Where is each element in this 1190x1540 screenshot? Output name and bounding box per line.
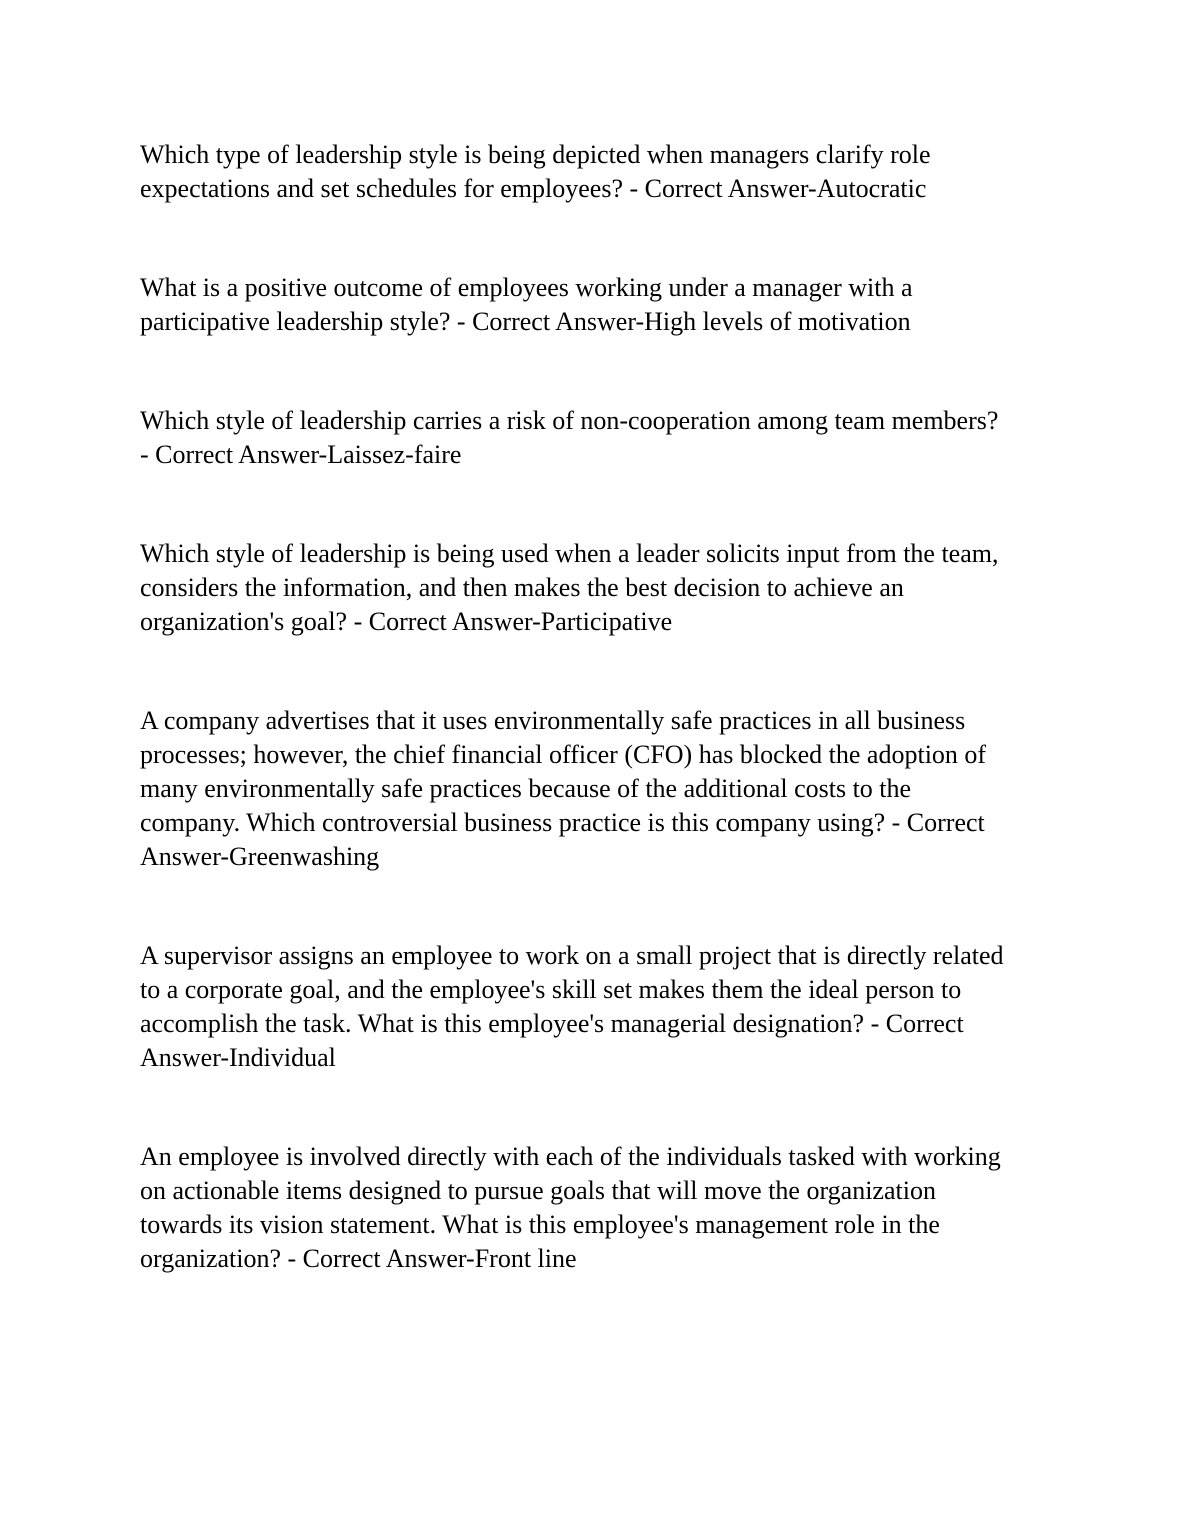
question-answer-paragraph: [140, 704, 1080, 874]
text-line: A supervisor assigns an employee to work on a small project that is directly related: [140, 941, 1004, 970]
text-line: Answer-Greenwashing: [140, 842, 380, 871]
text-line: An employee is involved directly with each of the individuals tasked with working: [140, 1142, 1001, 1171]
text-line: Answer-Individual: [140, 1043, 336, 1072]
text-line: accomplish the task. What is this employee's managerial designation? - Correct: [140, 1009, 964, 1038]
text-line: processes; however, the chief financial officer (CFO) has blocked the adoption of: [140, 740, 987, 769]
question-answer-paragraph: [140, 404, 1080, 472]
text-line: Which style of leadership carries a risk of non-cooperation among team members?: [140, 406, 999, 435]
question-answer-paragraph: [140, 537, 1080, 639]
text-line: many environmentally safe practices because of the additional costs to the: [140, 774, 912, 803]
text-line: to a corporate goal, and the employee's skill set makes them the ideal person to: [140, 975, 962, 1004]
text-line: Which style of leadership is being used when a leader solicits input from the team,: [140, 539, 999, 568]
text-line: expectations and set schedules for employees? - Correct Answer-Autocratic: [140, 174, 927, 203]
question-answer-paragraph: [140, 138, 1080, 206]
text-line: participative leadership style? - Correct Answer-High levels of motivation: [140, 307, 911, 336]
text-line: A company advertises that it uses environmentally safe practices in all business: [140, 706, 966, 735]
text-line: What is a positive outcome of employees working under a manager with a: [140, 273, 913, 302]
text-line: considers the information, and then makes the best decision to achieve an: [140, 573, 904, 602]
text-line: Which type of leadership style is being depicted when managers clarify role: [140, 140, 931, 169]
text-line: organization's goal? - Correct Answer-Participative: [140, 607, 673, 636]
text-line: towards its vision statement. What is this employee's management role in the: [140, 1210, 940, 1239]
text-line: on actionable items designed to pursue goals that will move the organization: [140, 1176, 936, 1205]
text-line: - Correct Answer-Laissez-faire: [140, 440, 462, 469]
text-line: company. Which controversial business practice is this company using? - Correct: [140, 808, 985, 837]
document-page: [140, 138, 1080, 1341]
question-answer-paragraph: [140, 271, 1080, 339]
question-answer-paragraph: [140, 1140, 1080, 1276]
text-line: organization? - Correct Answer-Front line: [140, 1244, 577, 1273]
question-answer-paragraph: [140, 939, 1080, 1075]
